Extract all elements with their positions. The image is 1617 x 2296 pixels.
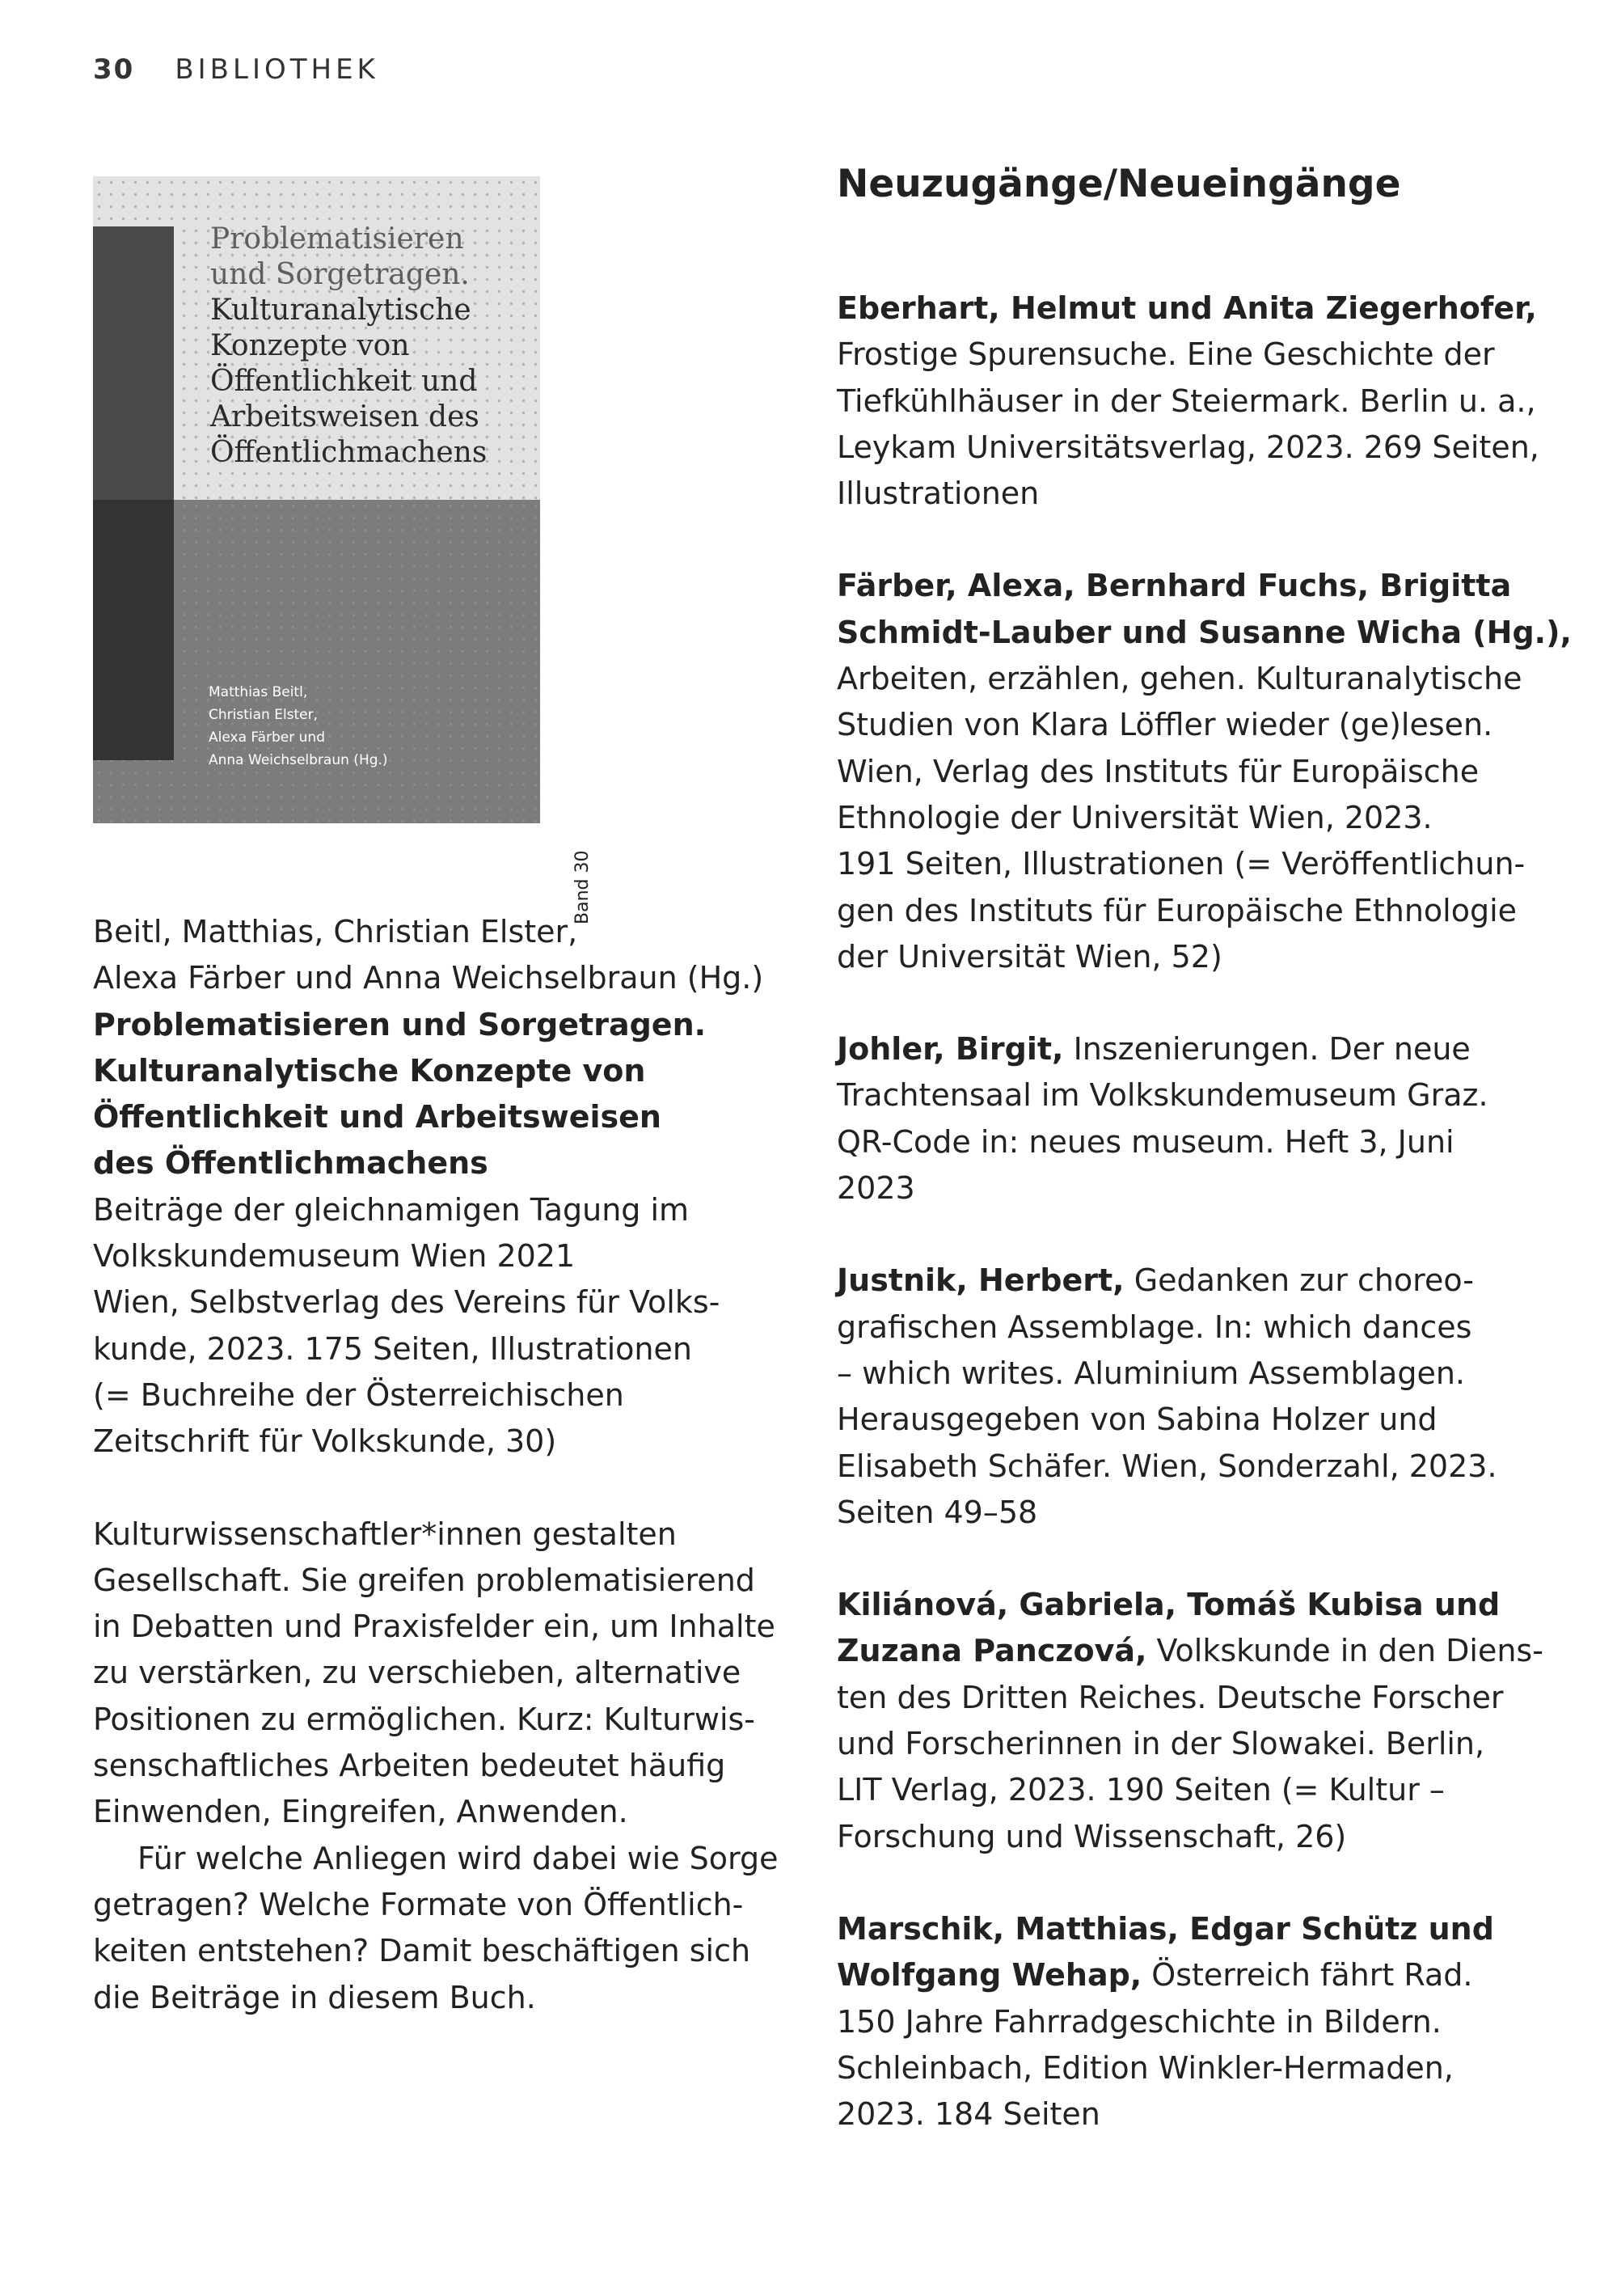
review-details-line: Wien, Selbstverlag des Vereins für Volks-: [93, 1284, 720, 1321]
entry-title-start: Österreich fährt Rad.: [1142, 1957, 1473, 1994]
spacer: [93, 1465, 804, 1512]
cover-title: [210, 222, 487, 471]
entry-authors: Färber, Alexa, Bernhard Fuchs, Brigitta: [837, 568, 1512, 604]
list-item: [837, 1582, 1556, 1860]
entry-line: der Universität Wien, 52): [837, 938, 1222, 975]
review-details-line: kunde, 2023. 175 Seiten, Illustrationen: [93, 1330, 692, 1367]
entry-line: Studien von Klara Löffler wieder (ge)lesen.: [837, 707, 1493, 743]
cover-title-line: Konzepte von: [210, 329, 410, 362]
review-details-line: (= Buchreihe der Österreichischen: [93, 1376, 624, 1413]
new-arrivals-heading: Neuzugänge/Neueingänge: [837, 162, 1401, 206]
entry-authors: Zuzana Panczová,: [837, 1633, 1147, 1669]
entry-line: grafischen Assemblage. In: which dances: [837, 1309, 1472, 1345]
entry-authors: Kiliánová, Gabriela, Tomáš Kubisa und: [837, 1587, 1501, 1623]
entry-line: 150 Jahre Fahrradgeschichte in Bildern.: [837, 2003, 1442, 2040]
review-text-line: Kulturwissenschaftler*innen gestalten: [93, 1516, 677, 1552]
list-item: [837, 1258, 1556, 1536]
cover-editor-line: Alexa Färber und: [209, 729, 326, 746]
book-cover-image: [93, 176, 593, 924]
entry-authors: Eberhart, Helmut und Anita Ziegerhofer,: [837, 290, 1537, 326]
entry-line: Schleinbach, Edition Winkler-Hermaden,: [837, 2049, 1454, 2086]
review-details-line: Zeitschrift für Volkskunde, 30): [93, 1423, 557, 1460]
entry-line: ten des Dritten Reiches. Deutsche Forscher: [837, 1679, 1504, 1715]
entry-line: Forschung und Wissenschaft, 26): [837, 1818, 1347, 1854]
review-text-line: Für welche Anliegen wird dabei wie Sorge: [137, 1840, 779, 1876]
cover-title-line: Problematisieren: [210, 222, 464, 256]
entry-title-start: Volkskunde in den Diens-: [1146, 1633, 1543, 1669]
review-text-line: in Debatten und Praxisfelder ein, um Inhalte: [93, 1609, 775, 1645]
cover-band-number: Band 30: [572, 850, 593, 924]
new-arrivals: [837, 156, 1572, 2184]
list-item: [837, 563, 1572, 980]
cover-editor-line: Matthias Beitl,: [209, 684, 308, 700]
entry-title-start: Inszenierungen. Der neue: [1063, 1031, 1471, 1068]
review-text-line: keiten entstehen? Damit beschäftigen sich: [93, 1933, 751, 1969]
list-item: [837, 285, 1556, 517]
review-details-line: Beiträge der gleichnamigen Tagung im: [93, 1191, 690, 1228]
entry-line: Illustrationen: [837, 476, 1040, 512]
list-item: [837, 1026, 1556, 1211]
entry-line: 2023. 184 Seiten: [837, 2096, 1100, 2133]
cover-editor-line: Anna Weichselbraun (Hg.): [209, 752, 388, 768]
entry-line: 191 Seiten, Illustrationen (= Veröffentlichun-: [837, 846, 1526, 882]
page-number: 30: [93, 53, 135, 86]
entry-line: LIT Verlag, 2023. 190 Seiten (= Kultur –: [837, 1772, 1445, 1808]
entry-line: 2023: [837, 1170, 915, 1207]
review-text-line: getragen? Welche Formate von Öffentlich-: [93, 1886, 744, 1922]
cover-title-line: Arbeitsweisen des: [210, 400, 479, 433]
entry-authors: Johler, Birgit,: [837, 1031, 1064, 1068]
review-title-line: Öffentlichkeit und Arbeitsweisen: [93, 1099, 661, 1135]
entry-authors: Justnik, Herbert,: [837, 1262, 1125, 1299]
cover-title-line: und Sorgetragen.: [210, 258, 470, 291]
section-title: BIBLIOTHEK: [175, 53, 379, 86]
entry-line: Seiten 49–58: [837, 1494, 1038, 1530]
entry-authors: Wolfgang Wehap,: [837, 1957, 1142, 1994]
cover-title-line: Kulturanalytische: [210, 294, 471, 327]
entry-line: Frostige Spurensuche. Eine Geschichte der: [837, 336, 1495, 373]
cover-bar-top: [93, 226, 174, 500]
entry-line: Trachtensaal im Volkskundemuseum Graz.: [837, 1077, 1488, 1114]
entry-authors: Schmidt-Lauber und Susanne Wicha (Hg.),: [837, 614, 1572, 650]
book-review: [93, 909, 804, 2021]
review-text-line: Gesellschaft. Sie greifen problematisierend: [93, 1562, 755, 1598]
review-text-line: zu verstärken, zu verschieben, alternative: [93, 1655, 741, 1691]
entry-line: Tiefkühlhäuser in der Steiermark. Berlin u. a.,: [837, 383, 1536, 419]
cover-bar-bottom: [93, 500, 174, 760]
entry-line: Arbeiten, erzählen, gehen. Kulturanalytische: [837, 661, 1522, 697]
review-title-line: Problematisieren und Sorgetragen.: [93, 1006, 707, 1042]
review-authors-line: Beitl, Matthias, Christian Elster,: [93, 914, 578, 949]
entry-title-start: Gedanken zur choreo-: [1124, 1262, 1475, 1299]
list-item: [837, 1906, 1556, 2137]
review-details-line: Volkskundemuseum Wien 2021: [93, 1238, 576, 1275]
entry-line: Elisabeth Schäfer. Wien, Sonderzahl, 2023.: [837, 1448, 1497, 1484]
cover-title-line: Öffentlichkeit und: [210, 365, 478, 398]
review-text-line: senschaftliches Arbeiten bedeutet häufig: [93, 1748, 726, 1784]
entry-line: und Forscherinnen in der Slowakei. Berlin,: [837, 1726, 1485, 1762]
entry-line: Ethnologie der Universität Wien, 2023.: [837, 799, 1433, 835]
running-header: [93, 53, 379, 86]
review-text-line: Einwenden, Eingreifen, Anwenden.: [93, 1794, 628, 1830]
review-text-line: die Beiträge in diesem Buch.: [93, 1979, 536, 2015]
entry-authors: Marschik, Matthias, Edgar Schütz und: [837, 1910, 1494, 1947]
entry-line: Wien, Verlag des Instituts für Europäische: [837, 753, 1480, 789]
review-title-line: des Öffentlichmachens: [93, 1145, 488, 1182]
cover-title-line: Öffentlichmachens: [210, 436, 488, 469]
entry-line: Herausgegeben von Sabina Holzer und: [837, 1402, 1438, 1438]
cover-editors: [209, 681, 388, 772]
review-text-line: Positionen zu ermöglichen. Kurz: Kulturwis-: [93, 1701, 756, 1737]
entry-line: Leykam Universitätsverlag, 2023. 269 Seiten,: [837, 429, 1539, 465]
review-authors-line: Alexa Färber und Anna Weichselbraun (Hg.): [93, 960, 764, 996]
entry-line: – which writes. Aluminium Assemblagen.: [837, 1355, 1465, 1391]
entry-line: gen des Instituts für Europäische Ethnologie: [837, 892, 1518, 928]
cover-editor-line: Christian Elster,: [209, 707, 319, 723]
review-title-line: Kulturanalytische Konzepte von: [93, 1052, 646, 1089]
entry-line: QR-Code in: neues museum. Heft 3, Juni: [837, 1123, 1454, 1160]
